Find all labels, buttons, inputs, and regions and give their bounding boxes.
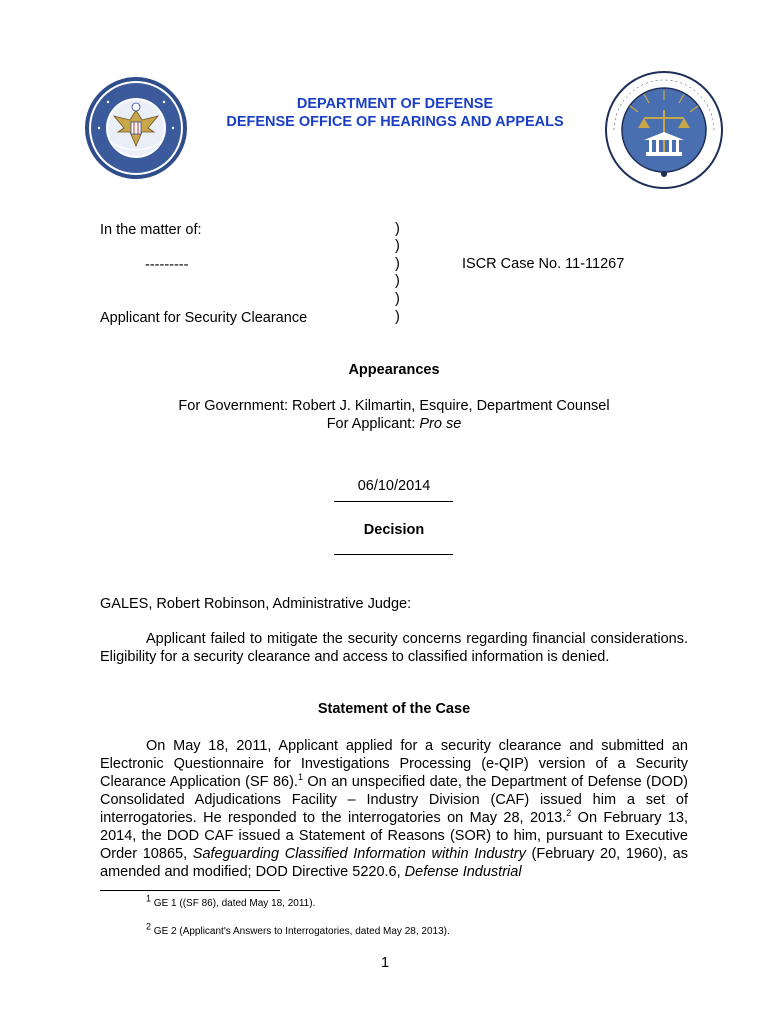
divider [334, 554, 453, 555]
applicant-representation [100, 416, 688, 432]
statement-text: On February 13, 2014, the DOD CAF issued a Statement of Reasons (SOR) to him, pursuant to Executive Order 10865, [100, 810, 688, 862]
footnote-text: GE 1 ((SF 86), dated May 18, 2011). [153, 898, 316, 909]
footnote-text: GE 2 (Applicant's Answers to Interrogatories, dated May 28, 2013). [153, 926, 450, 937]
matter-label: In the matter of: [100, 222, 202, 238]
divider [334, 501, 453, 502]
agency-header [190, 95, 600, 131]
caption-paren: ) [395, 309, 400, 325]
caption-paren: ) [395, 221, 400, 237]
caption-paren: ) [395, 273, 400, 289]
statement-italic: Defense Industrial [404, 864, 522, 880]
footnote-ref[interactable]: 1 [297, 772, 303, 783]
caption-paren: ) [395, 238, 400, 254]
footnote-ref[interactable]: 2 [566, 808, 572, 819]
footnote-mark: 2 [146, 921, 152, 932]
decision-date: 06/10/2014 [357, 478, 431, 494]
statement-paragraph [100, 737, 688, 881]
footnote [146, 921, 450, 937]
footnote [146, 893, 316, 909]
applicant-label: Applicant for Security Clearance [100, 310, 308, 326]
header-office: DEFENSE OFFICE OF HEARINGS AND APPEALS [226, 114, 564, 130]
caption-paren: ) [395, 256, 400, 272]
footnote-mark: 1 [146, 893, 152, 904]
applicant-representation-value: Pro se [419, 416, 462, 432]
government-counsel: For Government: Robert J. Kilmartin, Esquire, Department Counsel [178, 398, 610, 414]
footnote-divider [100, 890, 280, 891]
judge-line: GALES, Robert Robinson, Administrative Judge: [100, 596, 412, 612]
case-number: ISCR Case No. 11-11267 [462, 256, 625, 272]
caption-paren: ) [395, 291, 400, 307]
statement-heading: Statement of the Case [317, 701, 471, 717]
appearances-heading: Appearances [348, 362, 440, 378]
decision-heading: Decision [363, 522, 425, 538]
applicant-representation-label: For Applicant: [326, 416, 420, 432]
doha-seal-icon [604, 70, 724, 190]
dod-seal-icon [84, 76, 188, 180]
statement-text: On May 18, 2011, Applicant applied for a security clearance and submitted an Electronic Questionnaire for Investigations Processing (e-QIP) version of a Security Clearance Application (SF 86). [100, 738, 688, 790]
statement-text: On an unspecified date, the Department of Defense (DOD) Consolidated Adjudications Facility – Industry Division (CAF) issued him a set of interrogatories. He responded to the interrogatories on May 28, 2013. [100, 774, 689, 826]
applicant-name: --------- [145, 257, 189, 273]
header-department: DEPARTMENT OF DEFENSE [296, 96, 494, 112]
statement-italic: Safeguarding Classified Information within Industry [192, 846, 526, 862]
statement-text: (February 20, 1960), as amended and modified; DOD Directive 5220.6, [100, 846, 688, 880]
page-number: 1 [380, 955, 390, 971]
summary-paragraph: Applicant failed to mitigate the security concerns regarding financial considerations. Eligibility for a security clearance and access to classified information is denied. [100, 631, 688, 665]
